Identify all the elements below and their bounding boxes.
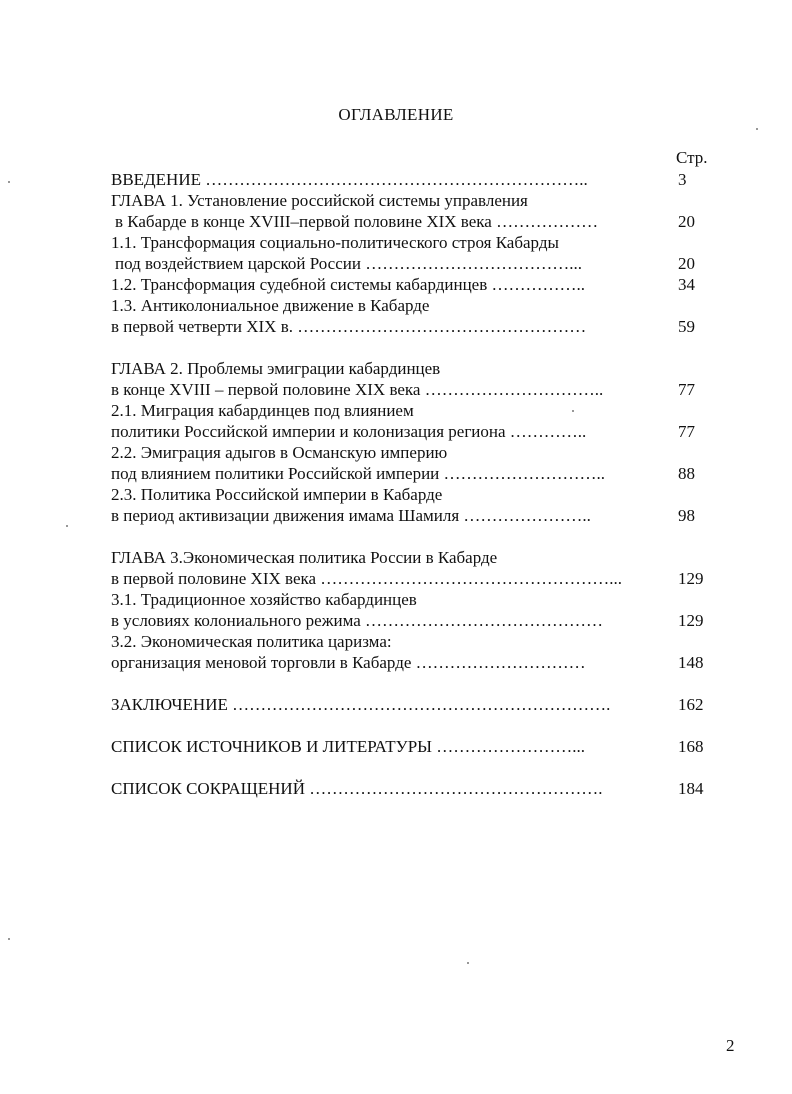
toc-entry-2-3-cont: в период активизации движения имама Шамиля ………………….. [111, 506, 591, 525]
toc-entry-1-2: 1.2. Трансформация судебной системы кабардинцев …………….. [111, 275, 586, 294]
scan-speck [572, 410, 574, 412]
toc-page-1-3: 59 [678, 317, 695, 336]
scan-speck [756, 128, 758, 130]
toc-page-1-1: 20 [678, 254, 695, 273]
toc-entry-1-3: 1.3. Антиколониальное движение в Кабарде [111, 296, 430, 315]
toc-page-1-2: 34 [678, 275, 695, 294]
toc-page-2-3: 98 [678, 506, 695, 525]
toc-entry-abbreviations: СПИСОК СОКРАЩЕНИЙ ……………………………………………. [111, 779, 603, 798]
toc-entry-1-3-cont: в первой четверти XIX в. …………………………………………… [111, 317, 587, 336]
toc-entry-sources: СПИСОК ИСТОЧНИКОВ И ЛИТЕРАТУРЫ ……………………... [111, 737, 585, 756]
toc-entry-chapter-3: ГЛАВА 3.Экономическая политика России в Кабарде [111, 548, 498, 567]
toc-entry-2-2-cont: под влиянием политики Российской империи ……………………….. [111, 464, 606, 483]
toc-page-chapter-3: 129 [678, 569, 704, 588]
toc-entry-conclusion: ЗАКЛЮЧЕНИЕ …………………………………………………………. [111, 695, 611, 714]
toc-entry-chapter-2-cont: в конце XVIII – первой половине XIX века ………………………….. [111, 380, 604, 399]
toc-page-sources: 168 [678, 737, 704, 756]
toc-entry-1-1-cont: под воздействием царской России ………………………………... [115, 254, 582, 273]
scan-speck [66, 525, 68, 527]
scan-speck [8, 181, 10, 183]
toc-entry-2-1: 2.1. Миграция кабардинцев под влиянием [111, 401, 414, 420]
toc-entry-3-2-cont: организация меновой торговли в Кабарде ………………………… [111, 653, 586, 672]
page-column-header: Стр. [676, 148, 708, 167]
toc-page-abbreviations: 184 [678, 779, 704, 798]
toc-page-chapter-1: 20 [678, 212, 695, 231]
scan-speck [8, 938, 10, 940]
toc-entry-3-1-cont: в условиях колониального режима …………………………………… [111, 611, 604, 630]
toc-page-3-1: 129 [678, 611, 704, 630]
toc-entry-chapter-2: ГЛАВА 2. Проблемы эмиграции кабардинцев [111, 359, 441, 378]
toc-entry-3-1: 3.1. Традиционное хозяйство кабардинцев [111, 590, 417, 609]
toc-page-2-1: 77 [678, 422, 695, 441]
toc-entry-introduction: ВВЕДЕНИЕ ………………………………………………………….. [111, 170, 588, 189]
toc-entry-chapter-3-cont: в первой половине XIX века ……………………………………………... [111, 569, 623, 588]
toc-entry-2-3: 2.3. Политика Российской империи в Кабарде [111, 485, 443, 504]
toc-page-2-2: 88 [678, 464, 695, 483]
page-title: ОГЛАВЛЕНИЕ [338, 105, 454, 124]
toc-entry-chapter-1: ГЛАВА 1. Установление российской системы управления [111, 191, 528, 210]
toc-entry-1-1: 1.1. Трансформация социально-политического строя Кабарды [111, 233, 559, 252]
toc-page-3-2: 148 [678, 653, 704, 672]
toc-page-conclusion: 162 [678, 695, 704, 714]
toc-entry-3-2: 3.2. Экономическая политика царизма: [111, 632, 392, 651]
scan-speck [467, 962, 469, 964]
toc-entry-chapter-1-cont: в Кабарде в конце XVIII–первой половине XIX века ……………… [115, 212, 599, 231]
toc-page-chapter-2: 77 [678, 380, 695, 399]
toc-page-introduction: 3 [678, 170, 687, 189]
page-number: 2 [726, 1036, 735, 1055]
toc-entry-2-1-cont: политики Российской империи и колонизация региона ………….. [111, 422, 587, 441]
toc-entry-2-2: 2.2. Эмиграция адыгов в Османскую империю [111, 443, 448, 462]
